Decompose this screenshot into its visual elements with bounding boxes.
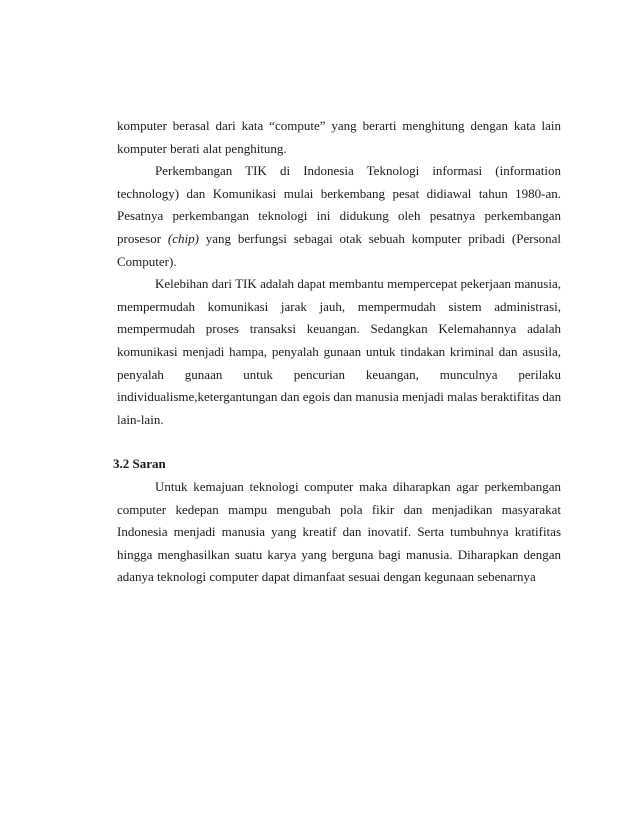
text-line: lain-lain. <box>117 411 164 427</box>
text-line: Pesatnya perkembangan teknologi ini didukung oleh pesatnya perkembangan <box>117 208 561 224</box>
text-line: Perkembangan TIK di Indonesia Teknologi informasi (information <box>155 163 561 179</box>
text-line: penyalah gunaan untuk pencurian keuangan, munculnya perilaku <box>117 366 561 382</box>
paragraph-development <box>117 160 561 273</box>
text-segment: prosesor <box>117 230 168 246</box>
text-line: adanya teknologi computer dapat dimanfaat sesuai dengan kegunaan sebenarnya <box>117 569 536 585</box>
text-line: technology) dan Komunikasi mulai berkembang pesat didiawal tahun 1980-an. <box>117 185 561 201</box>
text-line: komputer berasal dari kata “compute” yang berarti menghitung dengan kata lain <box>117 118 561 133</box>
text-line: mempermudah komunikasi jarak jauh, mempermudah sistem administrasi, <box>117 298 561 314</box>
document-body <box>113 115 562 589</box>
text-line: individualisme,ketergantungan dan egois dan manusia menjadi malas beraktifitas dan <box>117 389 562 405</box>
text-line: Kelebihan dari TIK adalah dapat membantu mempercepat pekerjaan manusia, <box>155 276 561 292</box>
italic-term: (chip) <box>167 230 199 246</box>
paragraph-definition <box>117 115 561 160</box>
text-line: Untuk kemajuan teknologi computer maka diharapkan agar perkembangan <box>155 478 561 494</box>
text-line <box>117 228 561 251</box>
text-line: komunikasi menjadi hampa, penyalah gunaan untuk tindakan kriminal dan asusila, <box>117 343 561 359</box>
text-line: Indonesia menjadi manusia yang kreatif dan inovatif. Serta tumbuhnya kratifitas <box>117 524 561 540</box>
text-line: hingga menghasilkan suatu karya yang berguna bagi manusia. Diharapkan dengan <box>117 546 561 562</box>
text-line: computer kedepan mampu mengubah pola fikir dan menjadikan masyarakat <box>117 501 561 517</box>
section-heading: 3.2 Saran <box>113 456 166 472</box>
text-line: mempermudah proses transaksi keuangan. Sedangkan Kelemahannya adalah <box>117 321 561 337</box>
text-line: Computer). <box>117 253 177 269</box>
text-line: komputer berati alat penghitung. <box>117 140 287 156</box>
paragraph-suggestion <box>117 476 561 589</box>
paragraph-advantages <box>117 273 561 431</box>
text-segment: yang berfungsi sebagai otak sebuah komputer pribadi (Personal <box>198 230 562 246</box>
